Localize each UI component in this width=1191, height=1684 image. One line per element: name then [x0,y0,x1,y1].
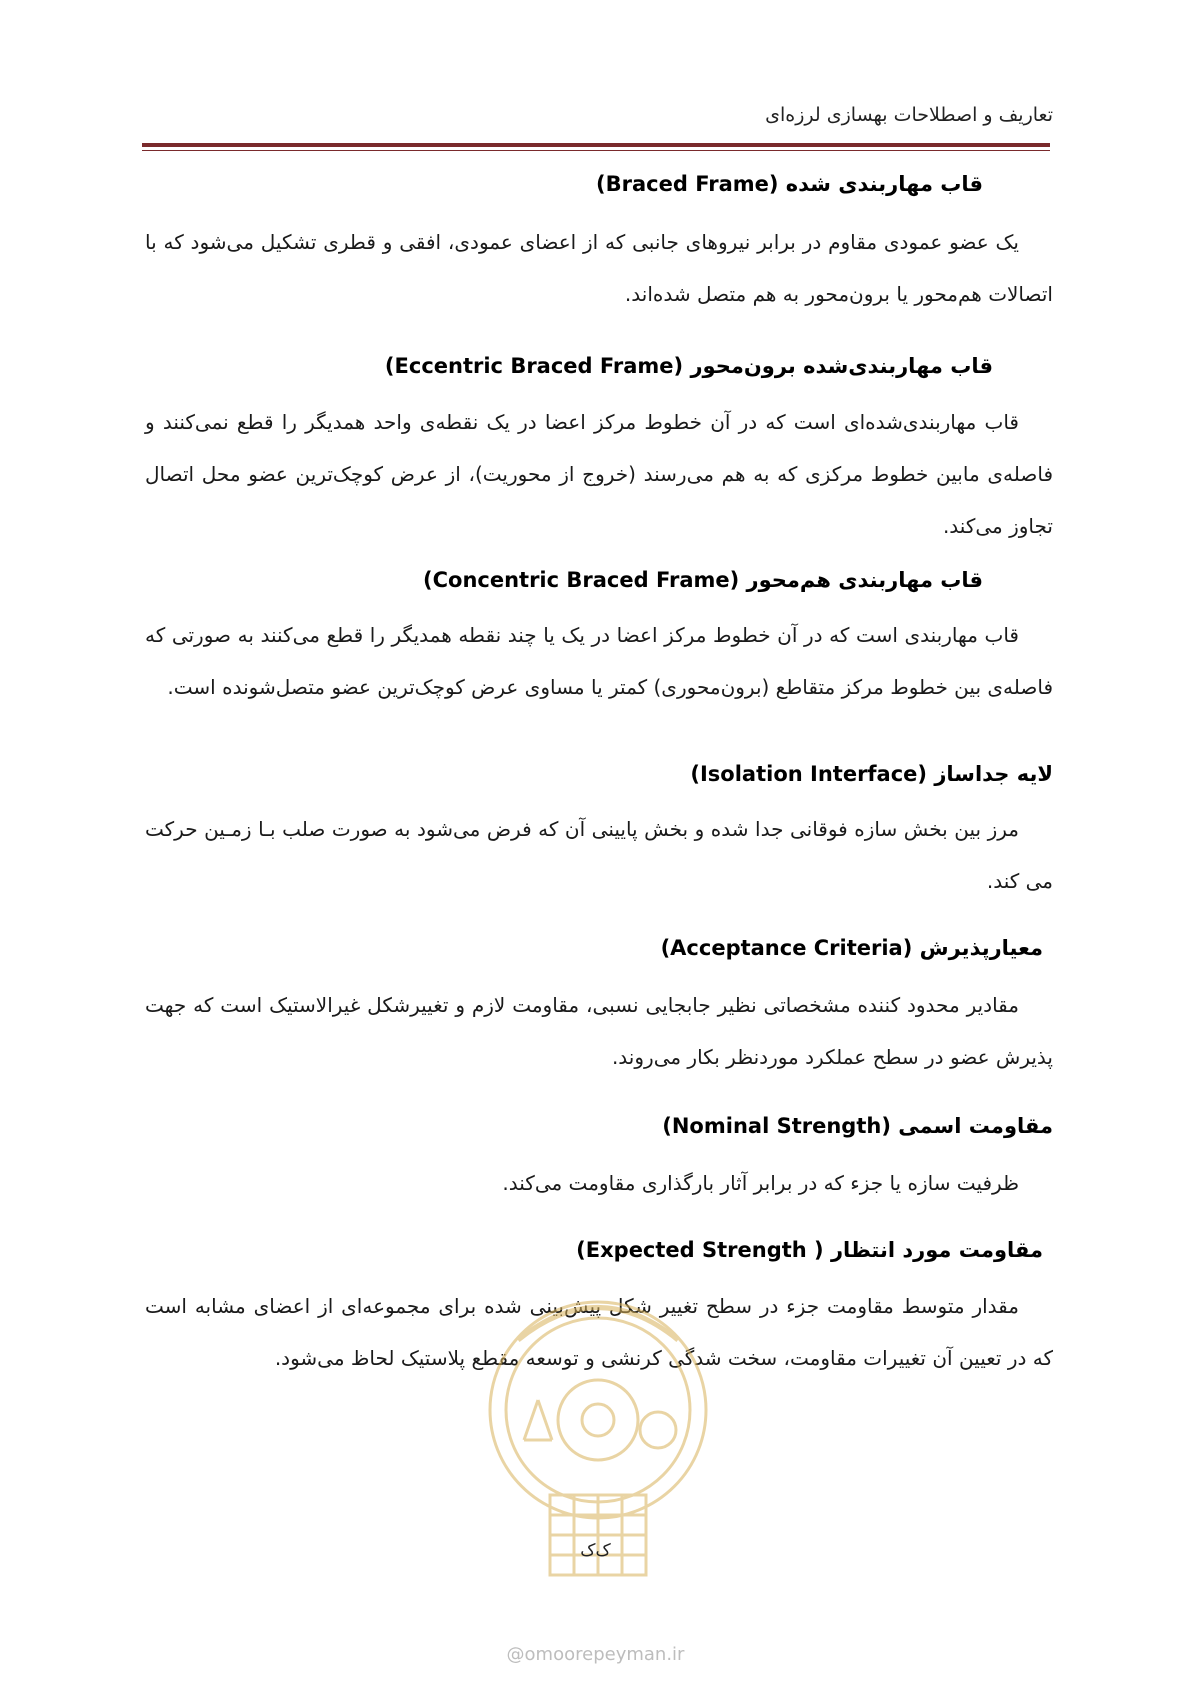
section-body-braced-frame: یک عضو عمودی مقاوم در برابر نیروهای جانبی که از اعضای عمودی، افقی و قطری تشکیل می‌شود که با اتصالات هم‌محور یا برون‌محور به هم متصل شده‌اند. [145,230,1053,306]
section-heading-expected-strength: مقاومت مورد انتظار ( Expected Strength) [576,1238,1043,1262]
section-heading-nominal-strength: مقاومت اسمی (Nominal Strength) [662,1114,1053,1138]
section-heading-braced-frame: قاب مهاربندی شده (Braced Frame) [596,172,983,196]
section-heading-acceptance-criteria: معیارپذیرش (Acceptance Criteria) [660,936,1043,960]
running-head: تعاریف و اصطلاحات بهسازی لرزه‌ای [765,104,1053,126]
section-heading-isolation-interface: لایه جداساز (Isolation Interface) [690,762,1053,786]
section-body-eccentric-braced-frame: قاب مهاربندی‌شده‌ای است که در آن خطوط مرکز اعضا در یک نقطه‌ی واحد همدیگر را قطع نمی‌کنند و فاصله‌ی مابین خطوط مرکزی که به هم می‌رسند (خروج از محوریت)، از عرض کوچک‌ترین عضو محل اتصال تجاوز می‌کند. [145,410,1053,538]
section-body-isolation-interface: مرز بین بخش سازه فوقانی جدا شده و بخش پایینی آن که فرض می‌شود به صورت صلب بـا زمـین حرکت می کند. [145,817,1053,893]
header-rule-thin [142,150,1050,151]
page-number: ک‌ک [580,1541,611,1561]
header-rule-thick [142,143,1050,147]
section-body-nominal-strength: ظرفیت سازه یا جزء که در برابر آثار بارگذاری مقاومت می‌کند. [502,1171,1019,1195]
section-body-expected-strength: مقدار متوسط مقاومت جزء در سطح تغییر شکل پیش‌بینی شده برای مجموعه‌ای از اعضای مشابه است که در تعیین آن تغییرات مقاومت، سخت شدگی کرنشی و توسعه مقطع پلاستیک لحاظ می‌شود. [145,1294,1053,1370]
section-heading-concentric-braced-frame: قاب مهاربندی هم‌محور (Concentric Braced Frame) [423,568,983,592]
section-body-concentric-braced-frame: قاب مهاربندی است که در آن خطوط مرکز اعضا در یک یا چند نقطه همدیگر را قطع می‌کنند به صورتی که فاصله‌ی بین خطوط مرکز متقاطع (برون‌محوری) کمتر یا مساوی عرض کوچک‌ترین عضو متصل‌شونده است. [145,623,1053,699]
watermark-url: @omoorepeyman.ir [506,1644,685,1665]
section-heading-eccentric-braced-frame: قاب مهاربندی‌شده برون‌محور (Eccentric Braced Frame) [384,354,993,378]
section-body-acceptance-criteria: مقادیر محدود کننده مشخصاتی نظیر جابجایی نسبی، مقاومت لازم و تغییرشکل غیرالاستیک است که جهت پذیرش عضو در سطح عملکرد موردنظر بکار می‌روند. [145,993,1053,1069]
